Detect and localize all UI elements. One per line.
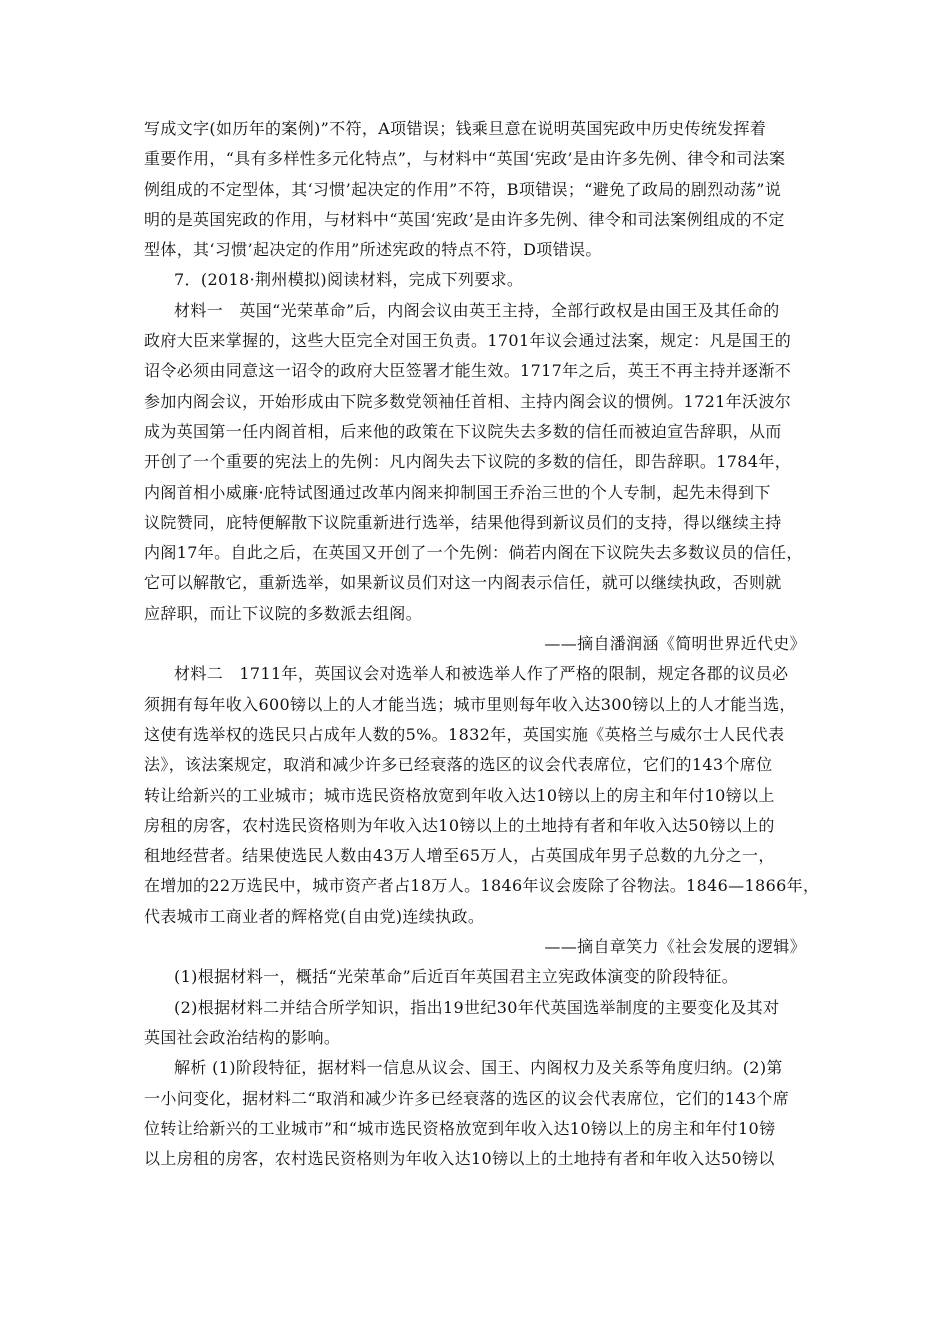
text-line: 写成文字(如历年的案例)”不符，A项错误；钱乘旦意在说明英国宪政中历史传统发挥着 [144, 119, 767, 138]
sub-questions [144, 962, 816, 1053]
text-line: 租地经营者。结果使选民人数由43万人增至65万人，占英国成年男子总数的九分之一， [144, 846, 775, 866]
text-line: 重要作用，“具有多样性多元化特点”，与材料中“英国‘宪政’是由许多先例、律令和司法案 [144, 149, 786, 169]
text-line: 开创了一个重要的宪法上的先例：凡内阁失去下议院的多数的信任，即告辞职。1784年， [144, 452, 792, 472]
text-line: 内阁首相小威廉·庇特试图通过改革内阁来抑制国王乔治三世的个人专制，起先未得到下 [144, 482, 771, 502]
text-line: 解析 (1)阶段特征，据材料一信息从议会、国王、内阁权力及关系等角度归纳。(2)第 [174, 1058, 783, 1078]
text-line: 诏令必须由同意这一诏令的政府大臣签署才能生效。1717年之后，英王不再主持并逐渐不 [144, 361, 792, 381]
text-line: 须拥有每年收入600镑以上的人才能当选；城市里则每年收入达300镑以上的人才能当选， [144, 694, 796, 714]
text-line: 这使有选举权的选民只占成年人数的5%。1832年，英国实施《英格兰与威尔士人民代表 [144, 724, 785, 744]
text-line: 它可以解散它，重新选举，如果新议员们对这一内阁表示信任，就可以继续执政，否则就 [144, 573, 782, 593]
source-citation: ——摘自章笑力《社会发展的逻辑》 [544, 937, 806, 957]
question-header: 7．(2018·荆州模拟)阅读材料，完成下列要求。 [174, 270, 524, 290]
text-line: 转让给新兴的工业城市；城市选民资格放宽到年收入达10镑以上的房主和年付10镑以上 [144, 785, 775, 805]
text-line: 代表城市工商业者的辉格党(自由党)连续执政。 [144, 906, 485, 926]
text-line: 成为英国第一任内阁首相，后来他的政策在下议院失去多数的信任而被迫宣告辞职，从而 [144, 421, 782, 441]
previous-analysis [144, 114, 816, 265]
text-line: 明的是英国宪政的作用，与材料中“英国‘宪政’是由许多先例、律令和司法案例组成的不定 [144, 209, 785, 229]
text-line: 以上房租的房客，农村选民资格则为年收入达10镑以上的土地持有者和年收入达50镑以 [144, 1149, 775, 1169]
text-line: 型体，其‘习惯’起决定的作用”所述宪政的特点不符，D项错误。 [144, 240, 602, 260]
text-line: 应辞职，而让下议院的多数派去组阁。 [144, 603, 422, 623]
text-line: 材料二 1711年，英国议会对选举人和被选举人作了严格的限制，规定各郡的议员必 [174, 664, 789, 684]
document-page [144, 114, 820, 1174]
text-line: 房租的房客，农村选民资格则为年收入达10镑以上的土地持有者和年收入达50镑以上的 [144, 815, 775, 835]
text-line: 议院赞同，庇特便解散下议院重新进行选举，结果他得到新议员们的支持，得以继续主持 [144, 512, 782, 532]
question-line: (2)根据材料二并结合所学知识，指出19世纪30年代英国选举制度的主要变化及其对 [174, 997, 780, 1017]
material-two [144, 659, 820, 962]
text-line: 例组成的不定型体，其‘习惯’起决定的作用”不符，B项错误；“避免了政局的剧烈动荡”说 [144, 179, 782, 199]
text-line: 一小问变化，据材料二“取消和减少许多已经衰落的选区的议会代表席位，它们的143个席 [144, 1088, 790, 1108]
text-line: 材料一 英国“光荣革命”后，内阁会议由英王主持，全部行政权是由国王及其任命的 [174, 300, 780, 320]
question-line: 英国社会政治结构的影响。 [144, 1027, 341, 1047]
material-one [144, 296, 816, 660]
text-line: 政府大臣来掌握的，这些大臣完全对国王负责。1701年议会通过法案，规定：凡是国王的 [144, 331, 792, 351]
text-line: 法》，该法案规定，取消和减少许多已经衰落的选区的议会代表席位，它们的143个席位 [144, 755, 773, 775]
question-line: (1)根据材料一，概括“光荣革命”后近百年英国君主立宪政体演变的阶段特征。 [174, 967, 738, 987]
text-line: 位转让给新兴的工业城市”和“城市选民资格放宽到年收入达10镑以上的房主和年付10镑 [144, 1118, 776, 1138]
analysis [144, 1053, 816, 1174]
text-line: 内阁17年。自此之后，在英国又开创了一个先例：倘若内阁在下议院失去多数议员的信任， [144, 543, 803, 563]
source-citation: ——摘自潘润涵《简明世界近代史》 [544, 634, 806, 654]
text-line: 参加内阁会议，开始形成由下院多数党领袖任首相、主持内阁会议的惯例。1721年沃波尔 [144, 391, 792, 411]
text-line: 在增加的22万选民中，城市资产者占18万人。1846年议会废除了谷物法。1846—1866年， [144, 876, 820, 896]
